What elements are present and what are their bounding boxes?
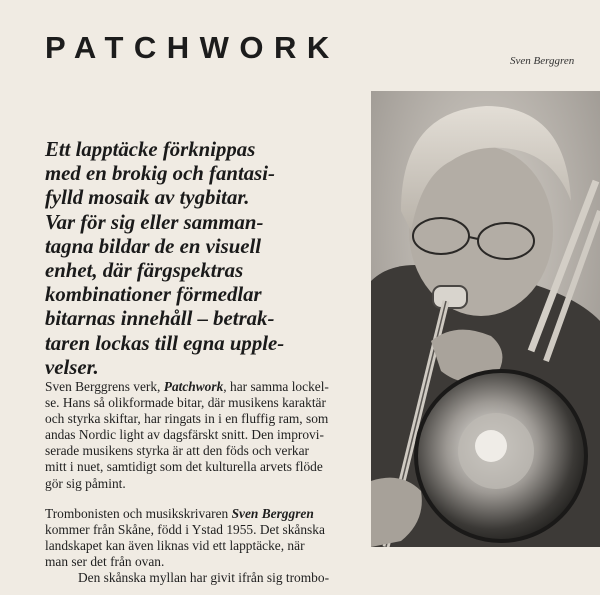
- paragraph-gap: [45, 492, 375, 506]
- body-line: gör sig påmint.: [45, 475, 126, 491]
- trombone-player-photo: [371, 91, 600, 547]
- lead-line: Ett lapptäcke förknippas: [45, 138, 256, 161]
- body-fragment: , har samma lockel-: [223, 379, 329, 394]
- lead-line: fylld mosaik av tygbitar.: [45, 186, 250, 210]
- body-text: [45, 379, 375, 586]
- body-line: serade musikens styrka är att den föds och verkar: [45, 443, 310, 459]
- body-line: och styrka skiftar, har ringats in i en fluffig ram, som: [45, 411, 329, 427]
- lead-line: bitarnas innehåll – betrak-: [45, 307, 275, 331]
- lead-line: velser.: [45, 355, 99, 379]
- album-title-emphasis: Patchwork: [163, 379, 224, 394]
- body-fragment: Sven Berggrens verk,: [45, 379, 164, 394]
- page-title: PATCHWORK: [45, 30, 340, 65]
- body-line: [45, 506, 375, 522]
- lead-line: kombinationer förmedlar: [45, 283, 262, 307]
- trombone-player-image: [371, 91, 600, 547]
- body-fragment: Trombonisten och musikskrivaren: [45, 505, 232, 521]
- body-line: man ser det från ovan.: [45, 553, 165, 569]
- author-name: Sven Berggren: [510, 55, 575, 67]
- body-line: [45, 379, 375, 395]
- artist-name-emphasis: Sven Berggren: [231, 505, 314, 521]
- body-line: kommer från Skåne, född i Ystad 1955. Det skånska: [45, 521, 325, 537]
- lead-line: enhet, där färgspektras: [45, 259, 244, 283]
- body-line: mitt i nuet, samtidigt som det kulturella arvets flöde: [45, 459, 323, 475]
- lead-line: taren lockas till egna upple-: [45, 331, 285, 355]
- body-line: Den skånska myllan har givit ifrån sig trombo-: [78, 570, 330, 586]
- body-line: se. Hans så olikformade bitar, där musikens karaktär: [45, 395, 326, 411]
- lead-line: med en brokig och fantasi-: [45, 162, 275, 186]
- body-line: landskapet kan även liknas vid ett lapptäcke, när: [45, 537, 305, 553]
- lead-paragraph: [45, 138, 375, 380]
- lead-line: Var för sig eller samman-: [45, 210, 264, 234]
- body-line: andas Nordic light av dagsfärskt snitt. Den improvi-: [45, 427, 324, 443]
- lead-line: tagna bildar de en visuell: [45, 234, 262, 258]
